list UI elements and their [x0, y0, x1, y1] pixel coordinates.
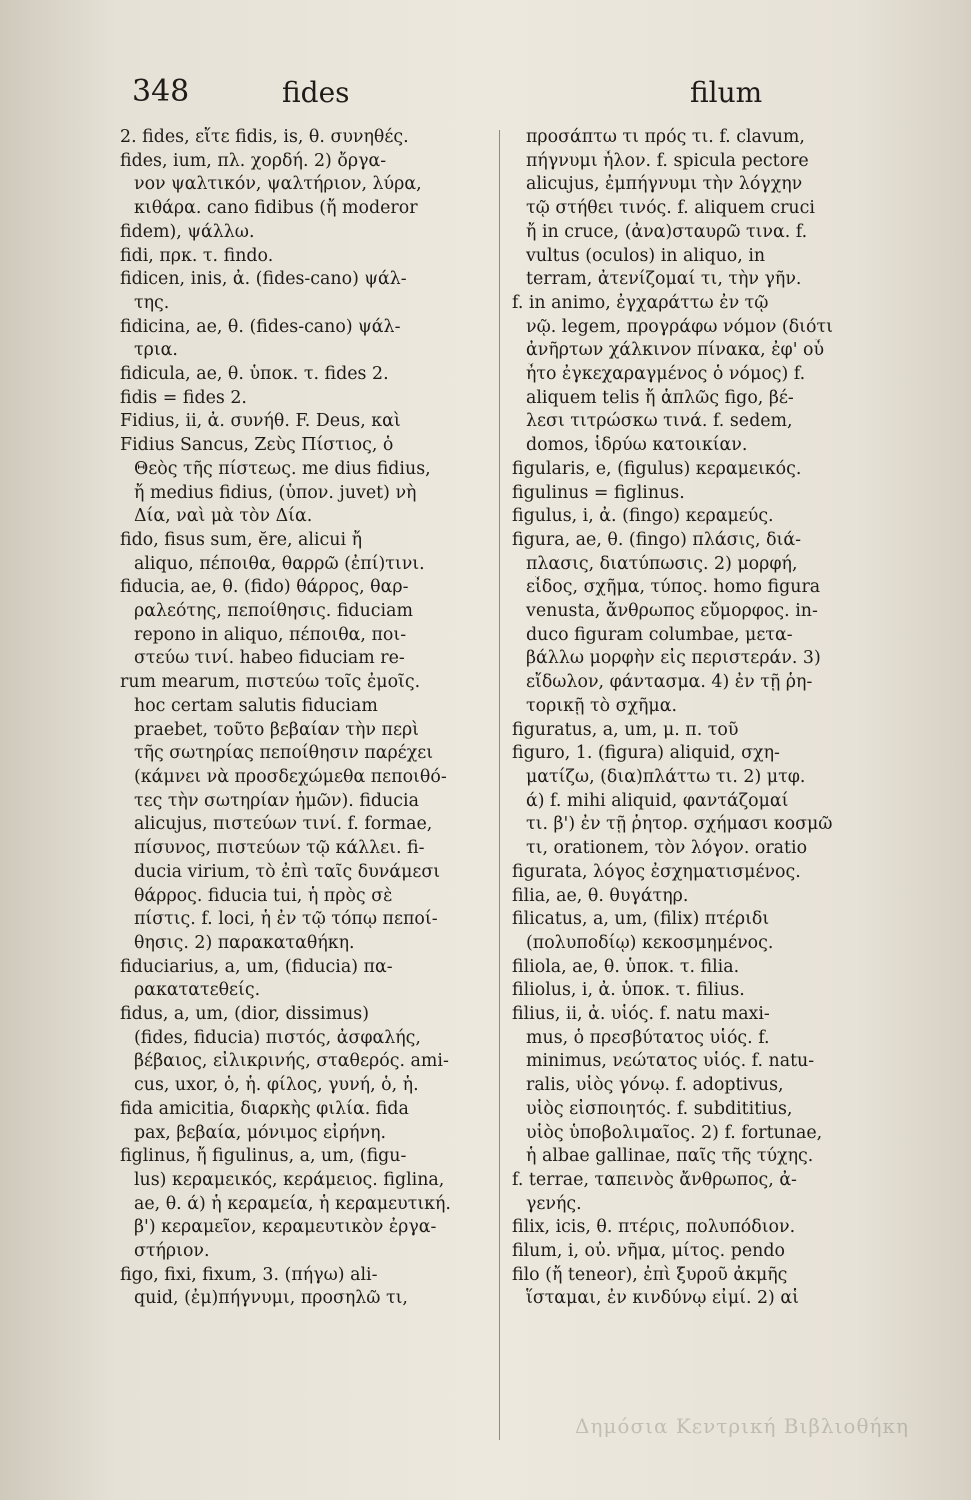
- entry-line: fidicina, ae, θ. (fides-cano) ψάλ-: [120, 316, 401, 337]
- entry-line: filiola, ae, θ. ὑποκ. τ. filia.: [512, 956, 740, 977]
- entry-line: fidicula, ae, θ. ὑποκ. τ. fides 2.: [120, 364, 389, 385]
- entry-line: fidicen, inis, ἀ. (fides-cano) ψάλ-: [120, 269, 407, 290]
- entry-line: βέβαιος, εἰλικρινής, σταθερός. ami-: [134, 1051, 449, 1072]
- entry-line: προσάπτω τι πρός τι. f. clavum,: [526, 127, 805, 147]
- entry-line: στήριον.: [134, 1241, 210, 1262]
- entry-line: ἵσταμαι, ἐν κινδύνῳ εἰμί. 2) αἱ: [526, 1288, 799, 1309]
- entry-line: τορικῇ τὸ σχῆμα.: [526, 695, 677, 716]
- entry-line: figularis, e, (figulus) κεραμεικός.: [512, 458, 802, 479]
- entry-line: εἴδωλον, φάντασμα. 4) ἐν τῇ ῥη-: [526, 672, 813, 693]
- entry-line: ραλεότης, πεποίθησις. fiduciam: [134, 601, 413, 622]
- entry-line: υἱὸς ὑποβολιμαῖος. 2) f. fortunae,: [526, 1122, 823, 1143]
- entry-line: fidi, πρκ. τ. findo.: [120, 245, 274, 266]
- entry-line: filix, icis, θ. πτέρις, πολυπόδιον.: [512, 1217, 796, 1238]
- entry-line: vultus (oculos) in aliquo, in: [526, 245, 766, 266]
- entry-line: (κάμνει νὰ προσδεχώμεθα πεποιθό-: [134, 766, 447, 787]
- entry-line: fiducia, ae, θ. (fido) θάρρος, θαρ-: [120, 577, 409, 598]
- entry-line: β') κεραμεῖον, κεραμευτικὸν ἐργα-: [134, 1217, 437, 1238]
- entry-line: filicatus, a, um, (filix) πτέριδι: [512, 909, 770, 930]
- entry-line: fidis = fides 2.: [120, 387, 247, 408]
- entry-line: figulinus = figlinus.: [512, 482, 685, 503]
- entry-line: fiduciarius, a, um, (fiducia) πα-: [120, 956, 393, 977]
- entry-line: filia, ae, θ. θυγάτηρ.: [512, 885, 689, 906]
- entry-line: ducia virium, τὸ ἐπὶ ταῖς δυνάμεσι: [134, 861, 441, 882]
- page-header: [0, 74, 971, 114]
- entry-line: filiolus, i, ἀ. ὑποκ. τ. filius.: [512, 980, 745, 1001]
- page-number: 348: [132, 74, 190, 109]
- entry-line: ae, θ. ά) ἡ κεραμεία, ἡ κεραμευτική.: [134, 1193, 451, 1214]
- entry-line: terram, ἀτενίζομαί τι, τὴν γῆν.: [526, 269, 802, 290]
- entry-line: cus, uxor, ὁ, ἡ. φίλος, γυνή, ὁ, ἡ.: [134, 1075, 419, 1096]
- entry-line: ἀνῆρτων χάλκινον πίνακα, ἐφ' οὗ: [526, 340, 825, 361]
- entry-line: venusta, ἄνθρωπος εὔμορφος. in-: [526, 601, 818, 622]
- entry-line: λεσι τιτρώσκω τινά. f. sedem,: [526, 411, 793, 432]
- entry-line: πλασις, διατύπωσις. 2) μορφή,: [526, 553, 798, 574]
- entry-line: ἦτο ἐγκεχαραγμένος ὁ νόμος) f.: [526, 364, 806, 385]
- entry-line: θησις. 2) παρακαταθήκη.: [134, 932, 355, 953]
- entry-line: ἤ medius fidius, (ὑπον. juvet) νὴ: [134, 482, 417, 503]
- right-column: [512, 126, 907, 1311]
- entry-line: Θεὸς τῆς πίστεως. me dius fidius,: [134, 458, 431, 479]
- entry-line: fido, fisus sum, ĕre, alicui ἤ: [120, 529, 362, 550]
- entry-line: filum, i, οὐ. νῆμα, μίτος. pendo: [512, 1241, 785, 1262]
- entry-line: Fidius Sancus, Ζεὺς Πίστιος, ὁ: [120, 435, 394, 456]
- entry-line: πήγνυμι ἧλον. f. spicula pectore: [526, 150, 809, 171]
- entry-line: θάρρος. fiducia tui, ἡ πρὸς σὲ: [134, 885, 393, 906]
- entry-line: domos, ἱδρύω κατοικίαν.: [526, 435, 748, 456]
- entry-line: duco figuram columbae, μετα-: [526, 624, 793, 645]
- entry-line: aliquo, πέποιθα, θαρρῶ (ἐπί)τινι.: [134, 553, 425, 574]
- entry-line: alicujus, πιστεύων τινί. f. formae,: [134, 814, 433, 835]
- entry-line: ἤ in cruce, (ἀνα)σταυρῶ τινα. f.: [526, 221, 808, 242]
- entry-line: figuratus, a, um, μ. π. τοῦ: [512, 719, 739, 740]
- entry-line: ματίζω, (δια)πλάττω τι. 2) μτφ.: [526, 766, 806, 787]
- entry-line: rum mearum, πιστεύω τοῖς ἐμοῖς.: [120, 672, 421, 693]
- entry-line: ά) f. mihi aliquid, φαντάζομαί: [526, 790, 789, 811]
- entry-line: aliquem telis ἤ ἁπλῶς figo, βέ-: [526, 387, 794, 408]
- entry-line: hoc certam salutis fiduciam: [134, 695, 378, 716]
- entry-line: νον ψαλτικόν, ψαλτήριον, λύρα,: [134, 174, 422, 195]
- entry-line: figura, ae, θ. (fingo) πλάσις, διά-: [512, 529, 802, 550]
- entry-line: ralis, υἱὸς γόνῳ. f. adoptivus,: [526, 1075, 784, 1096]
- entry-line: figlinus, ἤ figulinus, a, um, (figu-: [120, 1146, 407, 1167]
- entry-line: τρια.: [134, 340, 178, 361]
- entry-line: lus) κεραμεικός, κεράμειος. figlina,: [134, 1169, 445, 1190]
- entry-line: στεύω τινί. habeo fiduciam re-: [134, 648, 405, 669]
- entry-line: (fides, fiducia) πιστός, ἀσφαλής,: [134, 1027, 421, 1048]
- entry-line: fidus, a, um, (dior, dissimus): [120, 1004, 369, 1025]
- entry-line: τῷ στήθει τινός. f. aliquem cruci: [526, 198, 815, 219]
- entry-line: τι. β') ἐν τῇ ῥητορ. σχήμασι κοσμῶ: [526, 814, 833, 835]
- entry-line: Δία, ναὶ μὰ τὸν Δία.: [134, 506, 313, 527]
- entry-line: figurata, λόγος ἐσχηματισμένος.: [512, 861, 801, 882]
- entry-line: f. terrae, ταπεινὸς ἄνθρωπος, ἀ-: [512, 1169, 797, 1190]
- entry-line: mus, ὁ πρεσβύτατος υἱός. f.: [526, 1027, 770, 1048]
- left-column: [120, 126, 500, 1311]
- entry-line: γενής.: [526, 1193, 582, 1214]
- entry-line: 2. fides, εἴτε fidis, is, θ. συνηθές.: [120, 127, 409, 147]
- entry-line: praebet, τοῦτο βεβαίαν τὴν περὶ: [134, 719, 420, 740]
- entry-line: ρακατατεθείς.: [134, 980, 261, 1001]
- entry-line: τες τὴν σωτηρίαν ἡμῶν). fiducia: [134, 790, 419, 811]
- entry-line: πίστις. f. loci, ἡ ἐν τῷ τόπῳ πεποί-: [134, 909, 438, 930]
- entry-line: υἱὸς εἰσποιητός. f. subdititius,: [526, 1098, 793, 1119]
- column-divider: [499, 130, 500, 1440]
- library-watermark: Δημόσια Κεντρική Βιβλιοθήκη: [575, 1414, 909, 1438]
- entry-line: βάλλω μορφὴν εἰς περιστεράν. 3): [526, 648, 821, 669]
- entry-line: f. in animo, ἐγχαράττω ἐν τῷ: [512, 292, 769, 313]
- entry-line: figulus, i, ἀ. (fingo) κεραμεύς.: [512, 506, 774, 527]
- entry-line: minimus, νεώτατος υἱός. f. natu-: [526, 1051, 815, 1072]
- entry-line: quid, (ἐμ)πήγνυμι, προσηλῶ τι,: [134, 1288, 408, 1309]
- entry-line: εἶδος, σχῆμα, τύπος. homo figura: [526, 577, 821, 598]
- entry-line: figo, fixi, fixum, 3. (πήγω) ali-: [120, 1264, 378, 1285]
- entry-line: filo (ἤ teneor), ἐπὶ ξυροῦ ἀκμῆς: [512, 1264, 788, 1285]
- entry-line: pax, βεβαία, μόνιμος εἰρήνη.: [134, 1122, 387, 1143]
- entry-line: τι, orationem, τὸν λόγον. oratio: [526, 838, 808, 859]
- entry-line: τῆς σωτηρίας πεποίθησιν παρέχει: [134, 743, 434, 764]
- entry-line: Fidius, ii, ἀ. συνήθ. F. Deus, καὶ: [120, 411, 401, 432]
- entry-line: ἡ albae gallinae, παῖς τῆς τύχης.: [526, 1146, 814, 1167]
- right-guide-word: filum: [690, 76, 763, 109]
- entry-line: (πολυποδίῳ) κεκοσμημένος.: [526, 932, 774, 953]
- entry-line: filius, ii, ἀ. υἱός. f. natu maxi-: [512, 1004, 770, 1025]
- entry-line: κιθάρα. cano fidibus (ἤ moderor: [134, 198, 418, 219]
- entry-line: fidem), ψάλλω.: [120, 221, 255, 242]
- entry-line: fides, ium, πλ. χορδή. 2) ὄργα-: [120, 150, 387, 171]
- entry-line: νῷ. legem, προγράφω νόμον (διότι: [526, 316, 833, 337]
- left-guide-word: fides: [282, 76, 350, 109]
- entry-line: fida amicitia, διαρκὴς φιλία. fida: [120, 1098, 409, 1119]
- entry-line: figuro, 1. (figura) aliquid, σχη-: [512, 743, 780, 764]
- entry-line: repono in aliquo, πέποιθα, ποι-: [134, 624, 407, 645]
- entry-line: alicujus, ἐμπήγνυμι τὴν λόγχην: [526, 174, 803, 195]
- entry-line: της.: [134, 292, 170, 313]
- entry-line: πίσυνος, πιστεύων τῷ κάλλει. fi-: [134, 838, 425, 859]
